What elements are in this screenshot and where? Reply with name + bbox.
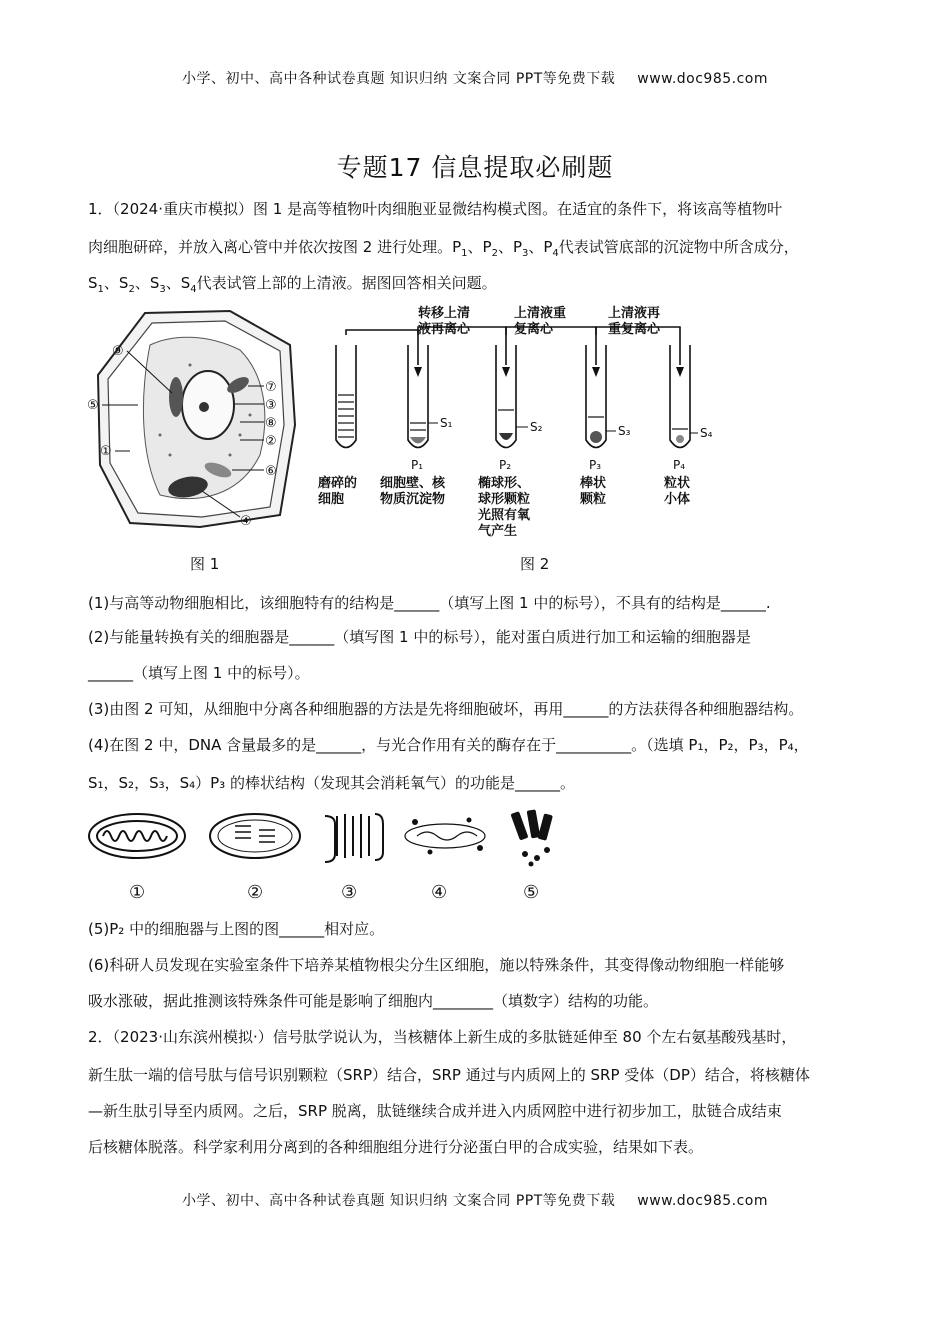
label-s4: S₄ [700,426,713,440]
step-3-line-2: 重复离心 [608,322,661,337]
cell-label-4: ④ [240,514,252,529]
q1-part-3: (3)由图 2 可知，从细胞中分离各种细胞器的方法是先将细胞破坏，再用______的方法获得各种细胞器结构。 [88,700,804,718]
q1-line-1: 1．（2024·重庆市模拟）图 1 是高等植物叶肉细胞亚显微结构模式图。在适宜的条件下，将该高等植物叶 [88,200,783,218]
page-header [0,68,950,88]
q1-line-2: 肉细胞研碎，并放入离心管中并依次按图 2 进行处理。$P_1$、$P_2$、$P_3$、$P_4$代表试管底部的沉淀物中所含成分， [88,238,799,259]
cell-label-6: ⑥ [265,464,277,479]
tube-2-desc-2: 球形颗粒 [478,492,531,507]
q2-line-2: 新生肽一端的信号肽与信号识别颗粒（SRP）结合，SRP 通过与内质网上的 SRP 受体（DP）结合，将核糖体 [88,1066,810,1084]
tube-2-desc-1: 椭球形、 [478,476,531,491]
cell-label-7: ⑦ [265,380,277,395]
label-p4: P₄ [673,458,686,472]
step-2-line-1: 上清液重 [514,306,567,321]
tube-4-desc-1: 粒状 [664,476,691,491]
q1-part-2-line-1: (2)与能量转换有关的细胞器是______（填写图 1 中的标号），能对蛋白质进行加工和运输的细胞器是 [88,628,751,646]
cell-label-3: ③ [265,398,277,413]
plant-cell-figure [87,305,300,535]
centrifuge-figure [318,305,718,545]
tube-1-desc-2: 物质沉淀物 [380,492,446,507]
organelle-figure [85,808,565,904]
cell-label-8: ⑧ [265,416,277,431]
figure-1-caption: 图 1 [190,555,220,573]
tube-0-desc-2: 细胞 [318,492,345,507]
label-p2: P₂ [499,458,512,472]
label-s1: S₁ [440,416,453,430]
label-p1: P₁ [411,458,424,472]
organelle-label-4: ④ [431,882,448,903]
organelle-label-2: ② [247,882,264,903]
tube-3-desc-1: 棒状 [580,476,607,491]
q1-line-3: $S_1$、$S_2$、$S_3$、$S_4$代表试管上部的上清液。据图回答相关问题。 [88,274,497,295]
q1-part-6-line-1: (6)科研人员发现在实验室条件下培养某植物根尖分生区细胞，施以特殊条件，其变得像动物细胞一样能够 [88,956,785,974]
organelle-label-5: ⑤ [523,882,540,903]
label-s3: S₃ [618,424,631,438]
q1-part-6-line-2: 吸水涨破，据此推测该特殊条件可能是影响了细胞内________（填数字）结构的功能。 [88,992,659,1010]
figure-2-caption: 图 2 [520,555,550,573]
tube-4-desc-2: 小体 [664,492,691,507]
q2-line-3: —新生肽引导至内质网。之后，SRP 脱离，肽链继续合成并进入内质网腔中进行初步加工，肽链合成结束 [88,1102,782,1120]
footer-url[interactable]: www.doc985.com [637,1193,769,1209]
header-url[interactable]: www.doc985.com [637,71,769,87]
step-3-line-1: 上清液再 [608,306,661,321]
tube-2-desc-4: 气产生 [478,524,518,539]
header-text: 小学、初中、高中各种试卷真题 知识归纳 文案合同 PPT等免费下载 [181,71,616,87]
tube-0-desc-1: 磨碎的 [318,476,358,491]
page-title: 专题17 信息提取必刷题 [336,153,614,182]
tube-1-desc-1: 细胞壁、核 [380,476,446,491]
page-footer [0,1190,950,1210]
footer-text: 小学、初中、高中各种试卷真题 知识归纳 文案合同 PPT等免费下载 [181,1193,616,1209]
organelle-label-1: ① [129,882,146,903]
label-s2: S₂ [530,420,543,434]
q1-part-4-line-1: (4)在图 2 中，DNA 含量最多的是______，与光合作用有关的酶存在于__________。（选填 P₁，P₂，P₃，P₄， [88,736,809,754]
step-1-line-2: 液再离心 [418,322,471,337]
q1-part-1: (1)与高等动物细胞相比，该细胞特有的结构是______（填写上图 1 中的标号），不具有的结构是______. [88,594,771,612]
tube-2-desc-3: 光照有氧 [478,508,531,523]
tube-3-desc-2: 颗粒 [580,492,607,507]
q1-part-5: (5)P₂ 中的细胞器与上图的图______相对应。 [88,920,385,938]
q1-part-2-line-2: ______（填写上图 1 中的标号）。 [88,664,310,682]
q1-part-4-line-2: S₁，S₂，S₃，S₄）P₃ 的棒状结构（发现其会消耗氧气）的功能是______。 [88,774,575,792]
cell-label-1: ① [100,444,112,459]
cell-label-2: ② [265,434,277,449]
cell-label-9: ⑨ [112,344,124,359]
organelle-label-3: ③ [341,882,358,903]
step-2-line-2: 复离心 [514,322,554,337]
cell-label-5: ⑤ [87,398,99,413]
q2-line-4: 后核糖体脱落。科学家利用分离到的各种细胞组分进行分泌蛋白甲的合成实验，结果如下表。 [88,1138,704,1156]
label-p3: P₃ [589,458,602,472]
step-1-line-1: 转移上清 [418,306,471,321]
q2-line-1: 2．（2023·山东滨州模拟·）信号肽学说认为，当核糖体上新生成的多肽链延伸至 80 个左右氨基酸残基时， [88,1028,797,1046]
